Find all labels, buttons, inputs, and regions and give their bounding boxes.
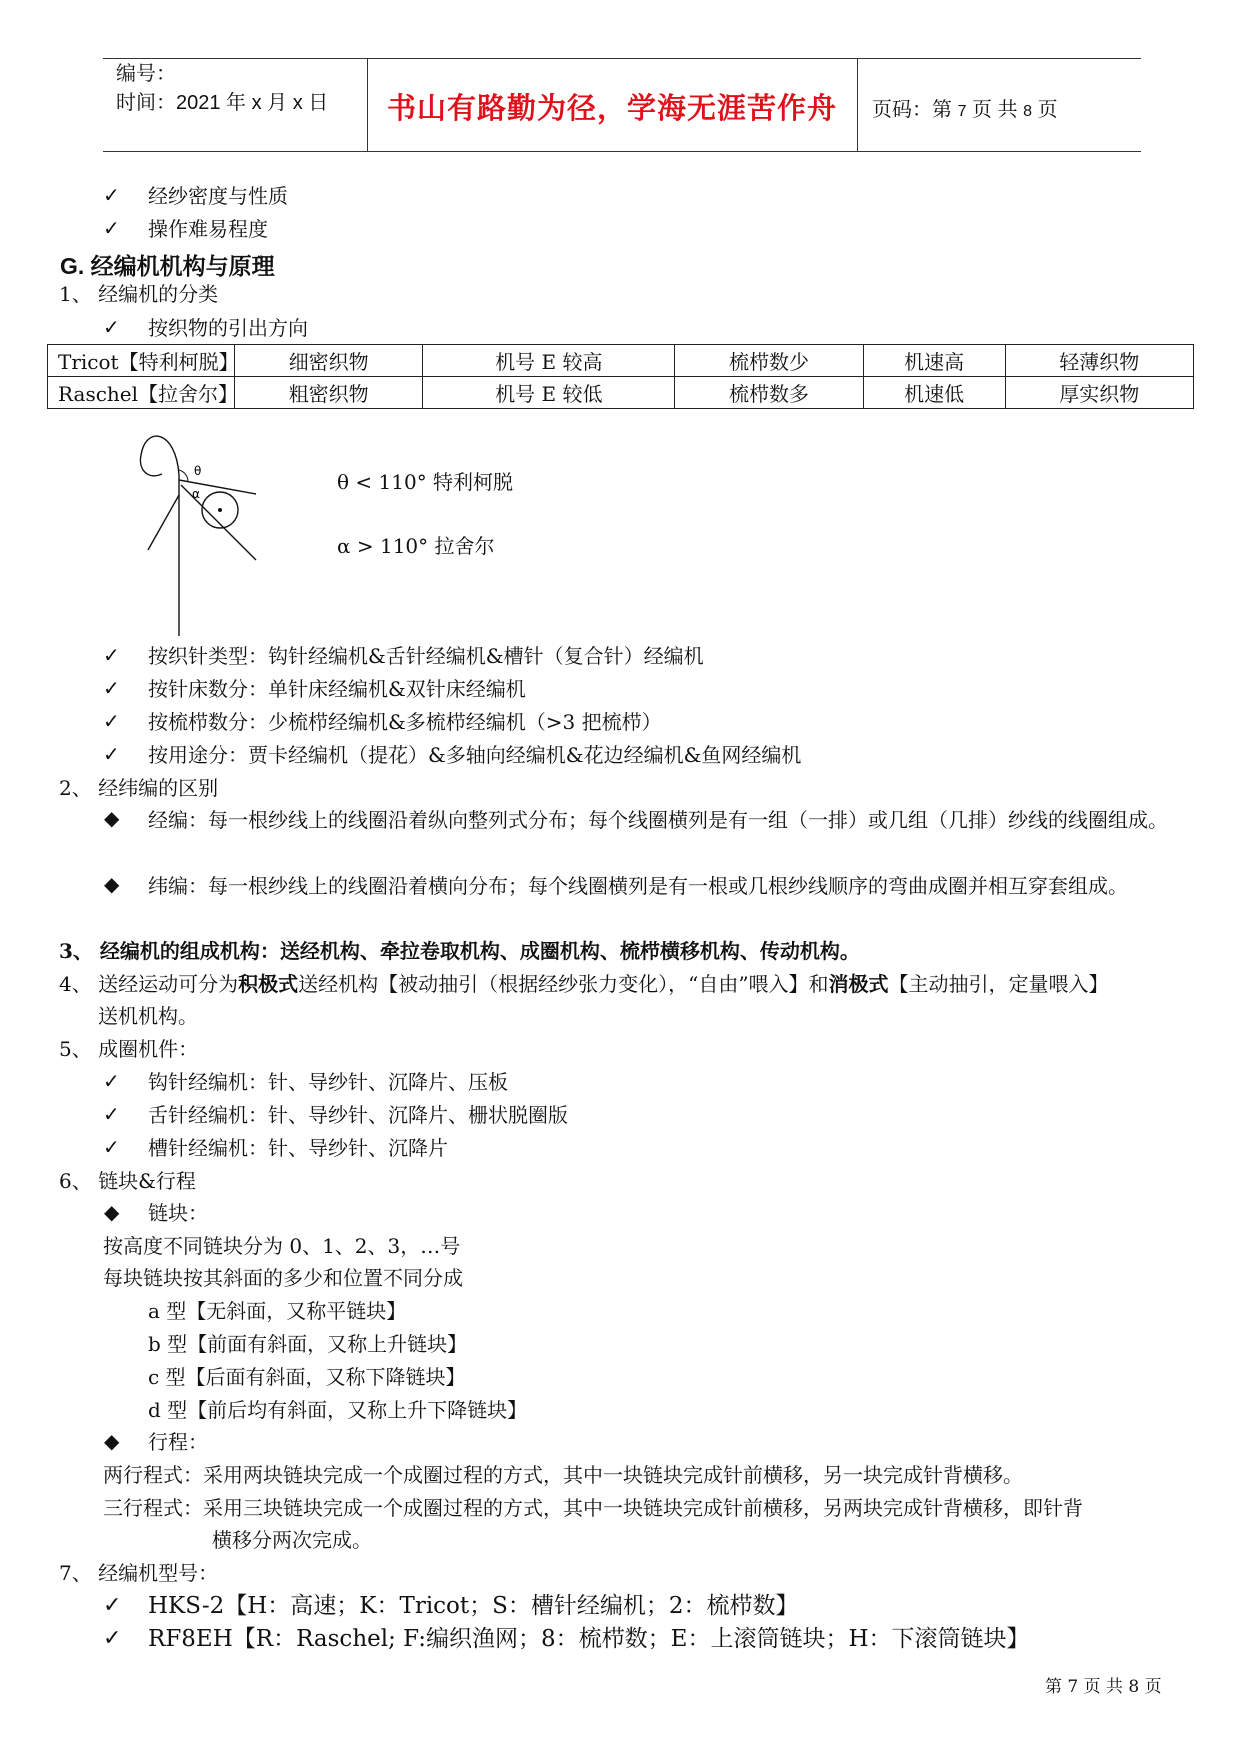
active-term: 积极式 [238,972,299,996]
theta-symbol: θ [194,464,202,478]
list-item: 按针床数分：单针床经编机&双针床经编机 [148,677,526,701]
check-icon: ✓ [103,1102,120,1126]
table-row [48,377,1194,409]
s6-title: 6、 链块&行程 [59,1169,196,1193]
alpha-line: α > 110° 拉舍尔 [337,534,495,558]
model-hks: HKS-2【H：高速；K：Tricot；S：槽针经编机；2：梳栉数】 [148,1593,799,1619]
table-cell: 厚实织物 [1005,377,1193,409]
section-title: G. 经编机机构与原理 [60,253,275,279]
page-footer: 第 7 页 共 8 页 [1045,1677,1162,1697]
chain-type: c 型【后面有斜面，又称下降链块】 [148,1365,466,1389]
check-icon: ✓ [103,742,120,766]
s4-line1: 4、 送经运动可分为积极式送经机构【被动抽引（根据经纱张力变化），“自由”喂入】和消极式【主动抽引，定量喂入】 [59,972,1109,996]
check-icon: ✓ [103,709,120,733]
theta-line: θ < 110° 特利柯脱 [337,470,514,494]
chain-type: d 型【前后均有斜面，又称上升下降链块】 [148,1398,528,1422]
header-motto: 书山有路勤为径，学海无涯苦作舟 [386,91,837,125]
table-row [48,345,1194,377]
header-page-info: 页码：第 7 页 共 8 页 [872,99,1058,121]
model-rf8eh: RF8EH【R：Raschel; F:编织渔网；8：梳栉数；E：上滚筒链块；H：下滚筒链块】 [148,1626,1030,1652]
table-cell: 粗密织物 [235,377,423,409]
chain-line-1: 按高度不同链块分为 0、1、2、3，…号 [103,1234,461,1258]
chain-type: a 型【无斜面，又称平链块】 [148,1299,407,1323]
s5-title: 5、 成圈机件： [59,1037,199,1061]
header-top-rule [103,58,1141,59]
check-icon: ✓ [103,183,120,207]
needle-angle-diagram [138,430,268,640]
chain-line-2: 每块链块按其斜面的多少和位置不同分成 [103,1266,463,1290]
diamond-bullet-icon: ◆ [104,1200,120,1224]
alpha-symbol: α [192,487,200,501]
table-cell: 机速高 [863,345,1005,377]
check-icon: ✓ [103,216,120,240]
table-cell: 细密织物 [235,345,423,377]
check-icon: ✓ [103,1593,122,1618]
time-value: 2021 年 x 月 x 日 [176,92,329,114]
list-item: 按用途分：贾卡经编机（提花）&多轴向经编机&花边经编机&鱼网经编机 [148,743,802,767]
header-left [116,60,328,118]
diamond-bullet-icon: ◆ [104,806,120,830]
list-item: 按梳栉数分：少梳栉经编机&多梳栉经编机（>3 把梳栉） [148,710,662,734]
two-stroke: 两行程式：采用两块链块完成一个成圈过程的方式，其中一块链块完成针前横移，另一块完成针背横移。 [103,1463,1023,1487]
passive-term: 消极式 [828,972,889,996]
list-item: 钩针经编机：针、导纱针、沉降片、压板 [148,1070,508,1094]
check-icon: ✓ [103,1135,120,1159]
three-stroke-2: 横移分两次完成。 [212,1528,372,1552]
s1-title: 1、 经编机的分类 [59,282,219,306]
s2-title: 2、 经纬编的区别 [59,776,219,800]
check-icon: ✓ [103,676,120,700]
check-icon: ✓ [103,1069,120,1093]
table-cell: 轻薄织物 [1005,345,1193,377]
table-cell: Raschel【拉舍尔】 [48,377,235,409]
check-icon: ✓ [103,643,120,667]
weft-definition: 纬编：每一根纱线上的线圈沿着横向分布；每个线圈横列是有一根或几根纱线顺序的弯曲成圈并相互穿套组成。 [148,874,1128,898]
time-line: 时间：2021 年 x 月 x 日 [116,92,329,114]
table-cell: 机号 E 较高 [423,345,675,377]
diamond-bullet-icon: ◆ [104,872,120,896]
stroke-label: 行程： [148,1430,208,1454]
three-stroke-1: 三行程式：采用三块链块完成一个成圈过程的方式，其中一块链块完成针前横移，另两块完成针背横移，即针背 [103,1496,1083,1520]
list-item: 按织针类型：钩针经编机&舌针经编机&槽针（复合针）经编机 [148,644,704,668]
chain-label: 链块： [148,1201,208,1225]
warp-definition: 经编：每一根纱线上的线圈沿着纵向整列式分布；每个线圈横列是有一组（一排）或几组（几排）纱线的线圈组成。 [148,808,1168,832]
check-icon: ✓ [103,315,120,339]
s1-sub: 按织物的引出方向 [148,316,308,340]
table-cell: 梳栉数少 [675,345,863,377]
table-cell: 机号 E 较低 [423,377,675,409]
list-item: 槽针经编机：针、导纱针、沉降片 [148,1136,448,1160]
machine-type-table [47,344,1194,409]
diamond-bullet-icon: ◆ [104,1429,120,1453]
table-cell: Tricot【特利柯脱】 [48,345,235,377]
number-label: 编号： [116,63,176,85]
list-item: 经纱密度与性质 [148,184,288,208]
s4-line2: 送机机构。 [98,1004,198,1028]
table-cell: 机速低 [863,377,1005,409]
s7-title: 7、 经编机型号： [59,1561,219,1585]
list-item: 操作难易程度 [148,217,268,241]
s3-text: 3、 经编机的组成机构：送经机构、牵拉卷取机构、成圈机构、梳栉横移机构、传动机构。 [59,939,860,963]
chain-type: b 型【前面有斜面，又称上升链块】 [148,1332,468,1356]
header-divider-right [857,58,858,152]
table-cell: 梳栉数多 [675,377,863,409]
header-bottom-rule [103,151,1141,152]
check-icon: ✓ [103,1626,122,1651]
list-item: 舌针经编机：针、导纱针、沉降片、栅状脱圈版 [148,1103,568,1127]
